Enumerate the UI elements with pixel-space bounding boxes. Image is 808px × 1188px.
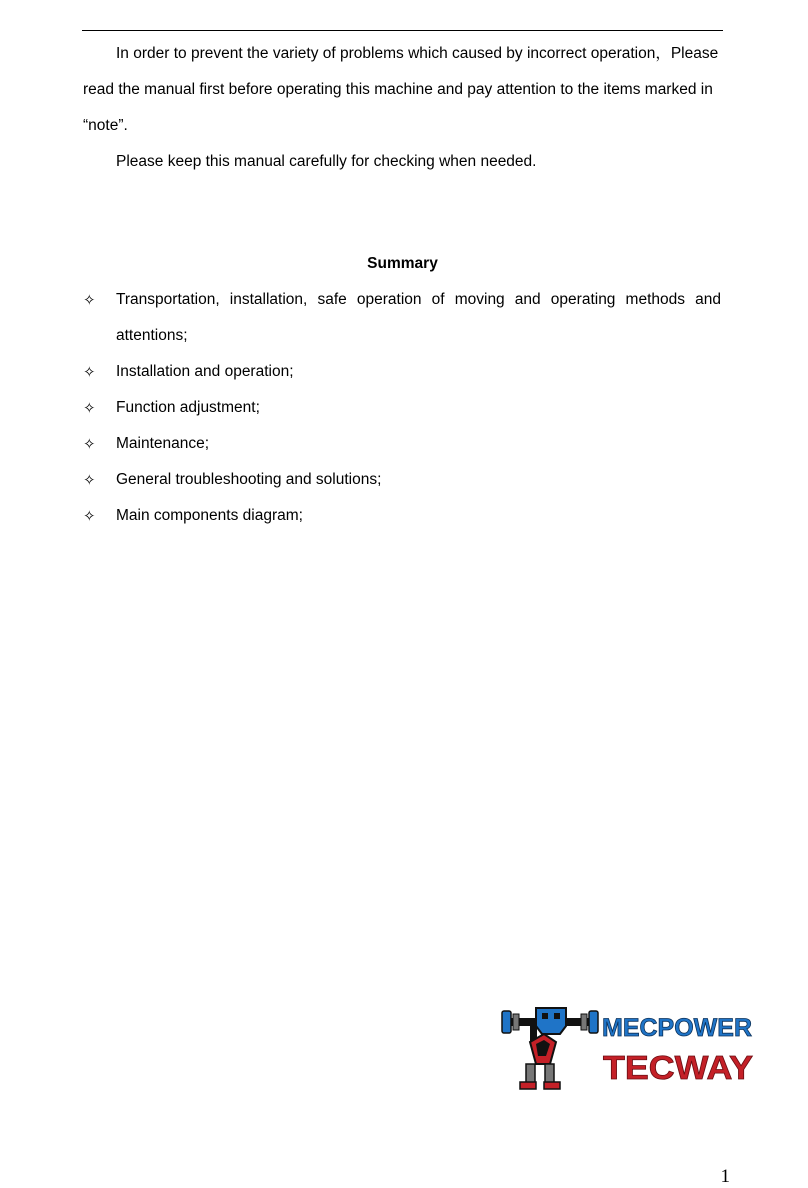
list-item: [83, 354, 721, 390]
list-item-text: Function adjustment;: [116, 399, 260, 416]
list-item-text: Main components diagram;: [116, 507, 303, 524]
list-item: [83, 462, 721, 498]
diamond-bullet-icon: ✧: [83, 399, 96, 417]
intro-paragraph-2: Please keep this manual carefully for checking when needed.: [116, 153, 537, 170]
logo-text-top: MECPOWER: [602, 1014, 752, 1042]
list-item: [83, 498, 721, 534]
diamond-bullet-icon: ✧: [83, 471, 96, 489]
robot-mascot-icon: [502, 1008, 598, 1089]
summary-heading: Summary: [367, 255, 438, 272]
page-number: 1: [720, 1166, 730, 1187]
header-rule: [82, 30, 723, 31]
diamond-bullet-icon: ✧: [83, 291, 96, 309]
list-item-text: Transportation, installation, safe operation of moving and operating methods and attentions;: [116, 291, 721, 344]
company-logo: [500, 1004, 756, 1094]
diamond-bullet-icon: ✧: [83, 507, 96, 525]
intro-text: [83, 36, 721, 180]
logo-text-bottom: TECWAY: [603, 1049, 753, 1086]
list-item-text: General troubleshooting and solutions;: [116, 471, 382, 488]
summary-list: [83, 282, 721, 534]
list-item: [83, 390, 721, 426]
diamond-bullet-icon: ✧: [83, 435, 96, 453]
list-item-text: Maintenance;: [116, 435, 210, 452]
list-item-text: Installation and operation;: [116, 363, 294, 380]
list-item: [83, 426, 721, 462]
diamond-bullet-icon: ✧: [83, 363, 96, 381]
intro-paragraph-1: In order to prevent the variety of problems which caused by incorrect operation，Please read the manual first before operating this machine and pay attention to the items marked in “note”.: [83, 45, 719, 134]
list-item: [83, 282, 721, 354]
